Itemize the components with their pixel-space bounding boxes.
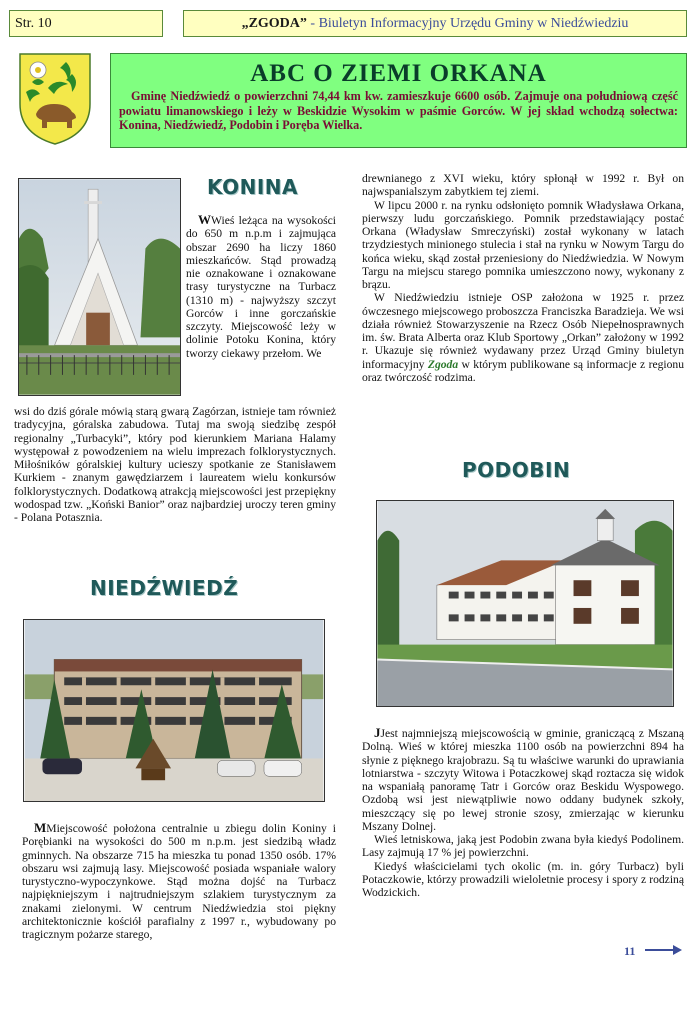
konina-paragraph: wsi do dziś górale mówią starą gwarą Zagórzan, istnieje tam również tradycyjna, góralska zabudowa. Tutaj ma swoją siedzibę zespół regionalny „Turbacyki”, który pod kierunkiem Mariana Halamy występował z powodzeniem na wielu imprezach folklorystycznych. Miłośników góralskiej kultury ucieszy spotkanie ze Stanisławem Kurkiem - znanym gawędziarzem i laureatem wielu konkursów folklorystycznych. Dodatkową atrakcją miejscowości jest przepiękny wodospad tzw. „Koński Banior” oraz najbardziej uroczy teren gminy - Polana Potasznia. xyxy=(14,405,336,524)
coat-of-arms-icon xyxy=(18,52,92,146)
page-title: ABC O ZIEMI ORKANA xyxy=(250,60,547,87)
intro-text: Gminę Niedźwiedź o powierzchni 74,44 km kw. zamieszkuje 6600 osób. Zajmuje ona południową część powiatu limanowskiego i leży w Beskidzie Wysokim w paśmie Gorców. W jej skład wchodzą sołectwa: Konina, Niedźwiedź, Podobin i Poręba Wielka. xyxy=(119,89,678,132)
podobin-school-photo xyxy=(376,500,674,707)
podobin-text xyxy=(362,726,684,899)
bulletin-subtitle: - Biuletyn Informacyjny Urzędu Gminy w Niedźwiedziu xyxy=(306,16,629,31)
niedzwiedz-right-column xyxy=(362,172,684,384)
page-number: 11 xyxy=(624,944,636,958)
niedzwiedz-paragraph-1-cont: drewnianego z XVI wieku, który spłonął w 1992 r. Był on najwspanialszym zabytkiem tej ziemi. xyxy=(362,172,684,199)
konina-church-photo xyxy=(18,178,181,396)
page-label: Str. 10 xyxy=(9,10,163,37)
konina-heading: KONINA xyxy=(207,175,298,199)
niedzwiedz-paragraph-2: W lipcu 2000 r. na rynku odsłonięto pomnik Władysława Orkana, pierwszy ludu gorczańskiego. Pomnik przedstawiający postać Orkana (Władysław Smreczyński) został wykonany w latach trzydziestych minionego stulecia i stał na rynku w Nowym Targu do końca wieku, skąd został przeniesiony do Niedźwiedzia. W Nowym Targu na miejscu starego pomnika umieszczono nowy, wykonany z brązu. xyxy=(362,198,684,291)
intro-box xyxy=(110,53,687,148)
zgoda-link: Zgoda xyxy=(427,357,459,371)
bulletin-header xyxy=(183,10,687,37)
podobin-paragraph-1: JJest najmniejszą miejscowością w gminie, graniczącą z Mszaną Dolną. Wieś w której mieszka 1100 osób na powierzchni 894 ha słynie z pięknego krajobrazu. Są tu właściwe warunki do uprawiania lotniarstwa - szczyty Witowa i Potaczkowej skąd roztacza się widok na wspaniałą panoramę Tatr i Gorców oraz Beskidu Wyspowego. Ozdobą wsi jest niewątpliwie nowo oddany budynek szkoły, mieszczący się po lewej stronie szosy, zmierzając w kierunku Mszany Dolnej. xyxy=(362,725,684,833)
podobin-heading: PODOBIN xyxy=(462,458,571,482)
niedzwiedz-paragraph-1: MMiejscowość położona centralnie u zbiegu dolin Koniny i Porębianki na wysokości do 500 m n.p.m. jest siedzibą władz gminnych. Na obszarze 715 ha mieszka tu ponad 1350 osób. 17% obszaru wsi zajmują lasy. Miejscowość posiada wspaniałe walory turystyczno-wypoczynkowe. Stąd można dojść na Turbacz najpiękniejszym i najtrudniejszym szlakiem turystycznym za znakami zielonymi. W centrum Niedźwiedzia stoi piękny architektonicznie kościół parafialny z 1997 r., wybudowany po tragicznym pożarze starego, xyxy=(22,820,336,941)
bulletin-name: „ZGODA” xyxy=(241,16,307,31)
konina-paragraph-side: WWieś leżąca na wysokości do 650 m n.p.m i zajmująca obszar 2690 ha liczy 1860 mieszkańców. Stąd prowadzą nie oznakowane i oznakowane trasy turystyczne na Turbacz (1310 m) - najwyższy szczyt Gorców i inne gorczańskie szczyty. Miejscowość leży w dolinie Potoku Konina, który tworzy ciekawy przełom. We xyxy=(186,212,336,360)
niedzwiedz-heading: NIEDŹWIEDŹ xyxy=(90,576,239,600)
arrow-right-icon xyxy=(645,944,683,956)
podobin-paragraph-3: Kiedyś właścicielami tych okolic (m. in. góry Turbacz) byli Potaczkowie, którzy prowadzili wieloletnie procesy i spory z rodziną Wodzickich. xyxy=(362,859,684,899)
niedzwiedz-paragraph-3: W Niedźwiedziu istnieje OSP założona w 1925 r. przez ówczesnego miejscowego proboszcza Franciszka Baradzieja. We wsi działa również Stowarzyszenie na Rzecz Osób Niepełnosprawnych im. św. Brata Alberta oraz Klub Sportowy „Orkan” założony w 1992 r. Ukazuje się również wydawany przez Urząd Gminy biuletyn informacyjny Zgoda w którym publikowane są informacje z regionu oraz twórczość rodzima. xyxy=(362,291,684,384)
podobin-paragraph-2: Wieś letniskowa, jaką jest Podobin zwana była kiedyś Podolinem. Lasy zajmują 17 % jej powierzchni. xyxy=(362,833,684,860)
niedzwiedz-photo xyxy=(23,619,325,802)
